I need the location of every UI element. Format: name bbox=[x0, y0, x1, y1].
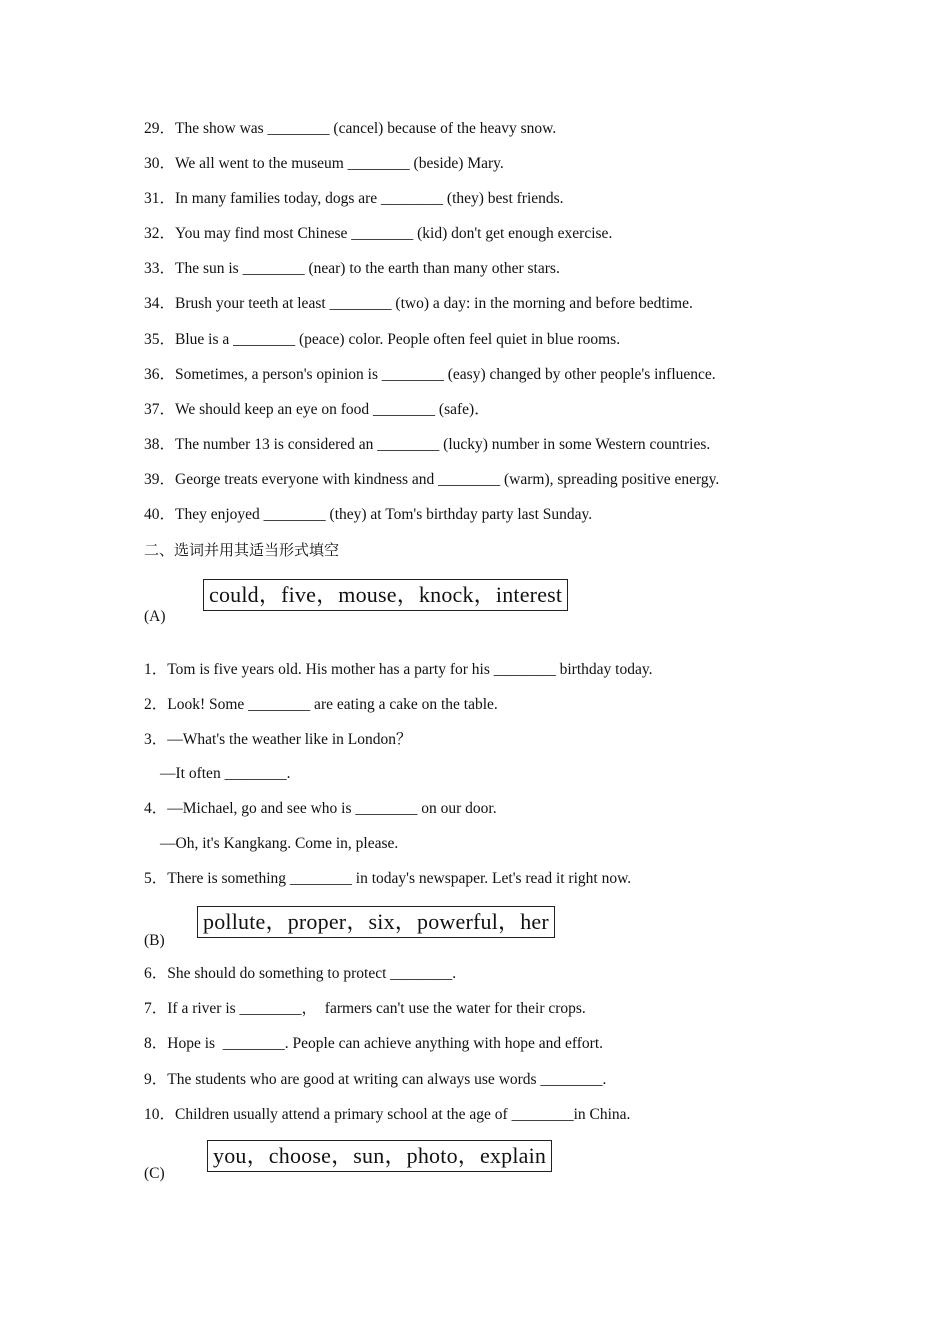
question-37: 37．We should keep an eye on food ________ (safe)． bbox=[144, 401, 490, 418]
group-label-a: (A) bbox=[144, 608, 166, 625]
question-36: 36．Sometimes, a person's opinion is ________ (easy) changed by other people's influence. bbox=[144, 366, 716, 383]
question-39: 39．George treats everyone with kindness and ________ (warm), spreading positive energy. bbox=[144, 471, 720, 488]
question-a1: 1．Tom is five years old. His mother has a party for his ________ birthday today. bbox=[144, 661, 653, 678]
section-heading: 二、选词并用其适当形式填空 bbox=[144, 541, 340, 559]
question-32: 32．You may find most Chinese ________ (kid) don't get enough exercise. bbox=[144, 225, 613, 242]
group-label-b: (B) bbox=[144, 932, 165, 949]
question-a3: 3．—What's the weather like in London？ bbox=[144, 731, 412, 748]
question-a2: 2．Look! Some ________ are eating a cake on the table. bbox=[144, 696, 498, 713]
word-box-a: could，five，mouse，knock，interest bbox=[203, 579, 568, 611]
question-a4: 4．—Michael, go and see who is ________ on our door. bbox=[144, 800, 497, 817]
question-b9: 9．The students who are good at writing can always use words ________. bbox=[144, 1071, 607, 1088]
answer-a3: —It often ________. bbox=[160, 765, 291, 782]
question-31: 31．In many families today, dogs are ________ (they) best friends. bbox=[144, 190, 564, 207]
word-box-c: you，choose，sun，photo，explain bbox=[207, 1140, 552, 1172]
question-29: 29．The show was ________ (cancel) because of the heavy snow. bbox=[144, 120, 557, 137]
question-b8: 8．Hope is ________. People can achieve anything with hope and effort. bbox=[144, 1035, 604, 1052]
question-40: 40．They enjoyed ________ (they) at Tom's birthday party last Sunday. bbox=[144, 506, 593, 523]
question-a5: 5．There is something ________ in today's newspaper. Let's read it right now. bbox=[144, 870, 632, 887]
question-38: 38．The number 13 is considered an ________ (lucky) number in some Western countries. bbox=[144, 436, 711, 453]
question-33: 33．The sun is ________ (near) to the earth than many other stars. bbox=[144, 260, 560, 277]
group-label-c: (C) bbox=[144, 1165, 165, 1182]
question-b10: 10．Children usually attend a primary school at the age of ________in China. bbox=[144, 1106, 631, 1123]
question-30: 30．We all went to the museum ________ (beside) Mary. bbox=[144, 155, 504, 172]
word-box-b: pollute，proper，six，powerful，her bbox=[197, 906, 555, 938]
question-b7: 7．If a river is ________， farmers can't use the water for their crops. bbox=[144, 1000, 586, 1017]
question-b6: 6．She should do something to protect ________. bbox=[144, 965, 457, 982]
question-35: 35．Blue is a ________ (peace) color. People often feel quiet in blue rooms. bbox=[144, 331, 621, 348]
answer-a4: —Oh, it's Kangkang. Come in, please. bbox=[160, 835, 399, 852]
question-34: 34．Brush your teeth at least ________ (two) a day: in the morning and before bedtime. bbox=[144, 295, 693, 312]
